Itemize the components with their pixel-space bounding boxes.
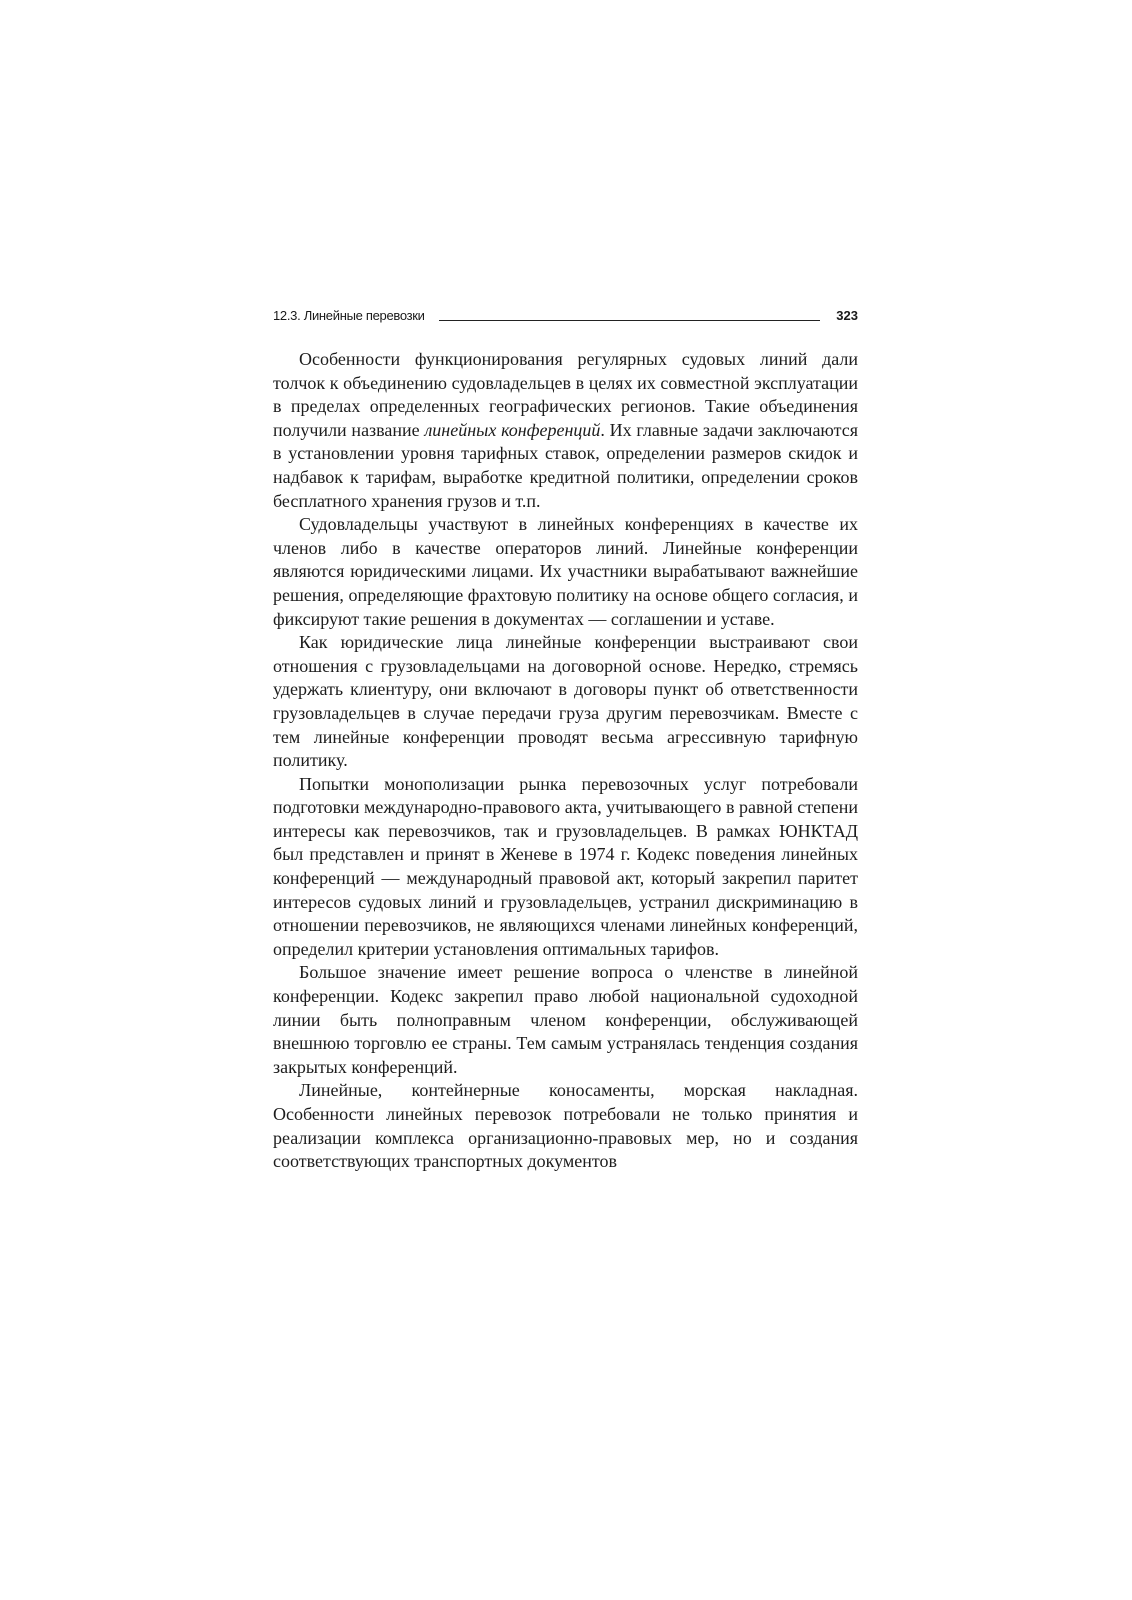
book-page — [273, 304, 858, 1174]
paragraph-3: Как юридические лица линейные конференции выстраивают свои отношения с грузовладельцами на договорной основе. Нередко, стремясь удержать клиентуру, они включают в договоры пункт об ответственности грузовладельцев в случае передачи груза другим перевозчикам. Вместе с тем линейные конференции проводят весьма агрессивную тарифную политику. — [273, 632, 858, 771]
paragraph-1-text-end: . Их главные задачи заключаются в установлении уровня тарифных ставок, определении размеров скидок и надбавок к тарифам, выработке кредитной политики, определении сроков бесплатного хранения грузов и т.п. — [273, 419, 859, 511]
running-header — [273, 304, 858, 322]
paragraph-4: Попытки монополизации рынка перевозочных услуг потребовали подготовки международно-правового акта, учитывающего в равной степени интересы как перевозчиков, так и грузовладельцев. В рамках ЮНКТАД был представлен и принят в Женеве в 1974 г. Кодекс поведения линейных конференций — международный правовой акт, который закрепил паритет интересов судовых линий и грузовладельцев, устранил дискриминацию в отношении перевозчиков, не являющихся членами линейных конференций, определил критерии установления оптимальных тарифов. — [273, 773, 858, 959]
paragraph-2: Судовладельцы участвуют в линейных конференциях в качестве их членов либо в качестве операторов линий. Линейные конференции являются юридическими лицами. Их участники вырабатывают важнейшие решения, определяющие фрахтовую политику на основе общего согласия, и фиксируют такие решения в документах — соглашении и уставе. — [273, 514, 858, 629]
paragraph-1 — [273, 348, 858, 513]
paragraph-1-text-start: Особенности функционирования регулярных судовых линий дали толчок к объединению судовладельцев в целях их совместной эксплуатации в пределах определенных географических регионов. Такие объединения получили название — [273, 349, 858, 440]
term-linear-conferences: линейных конференций — [424, 419, 601, 440]
body-text — [273, 348, 858, 1174]
page-number: 323 — [836, 308, 858, 323]
paragraph-5: Большое значение имеет решение вопроса о членстве в линейной конференции. Кодекс закрепил право любой национальной судоходной линии быть полноправным членом конференции, обслуживающей внешнюю торговлю ее страны. Тем самым устранялась тенденция создания закрытых конференций. — [273, 962, 858, 1077]
section-title: 12.3. Линейные перевозки — [273, 308, 425, 323]
paragraph-6: Линейные, контейнерные коносаменты, морская накладная. Особенности линейных перевозок потребовали не только принятия и реализации комплекса организационно-правовых мер, но и создания соответствующих транспортных документов — [273, 1080, 858, 1172]
header-rule — [439, 320, 821, 321]
